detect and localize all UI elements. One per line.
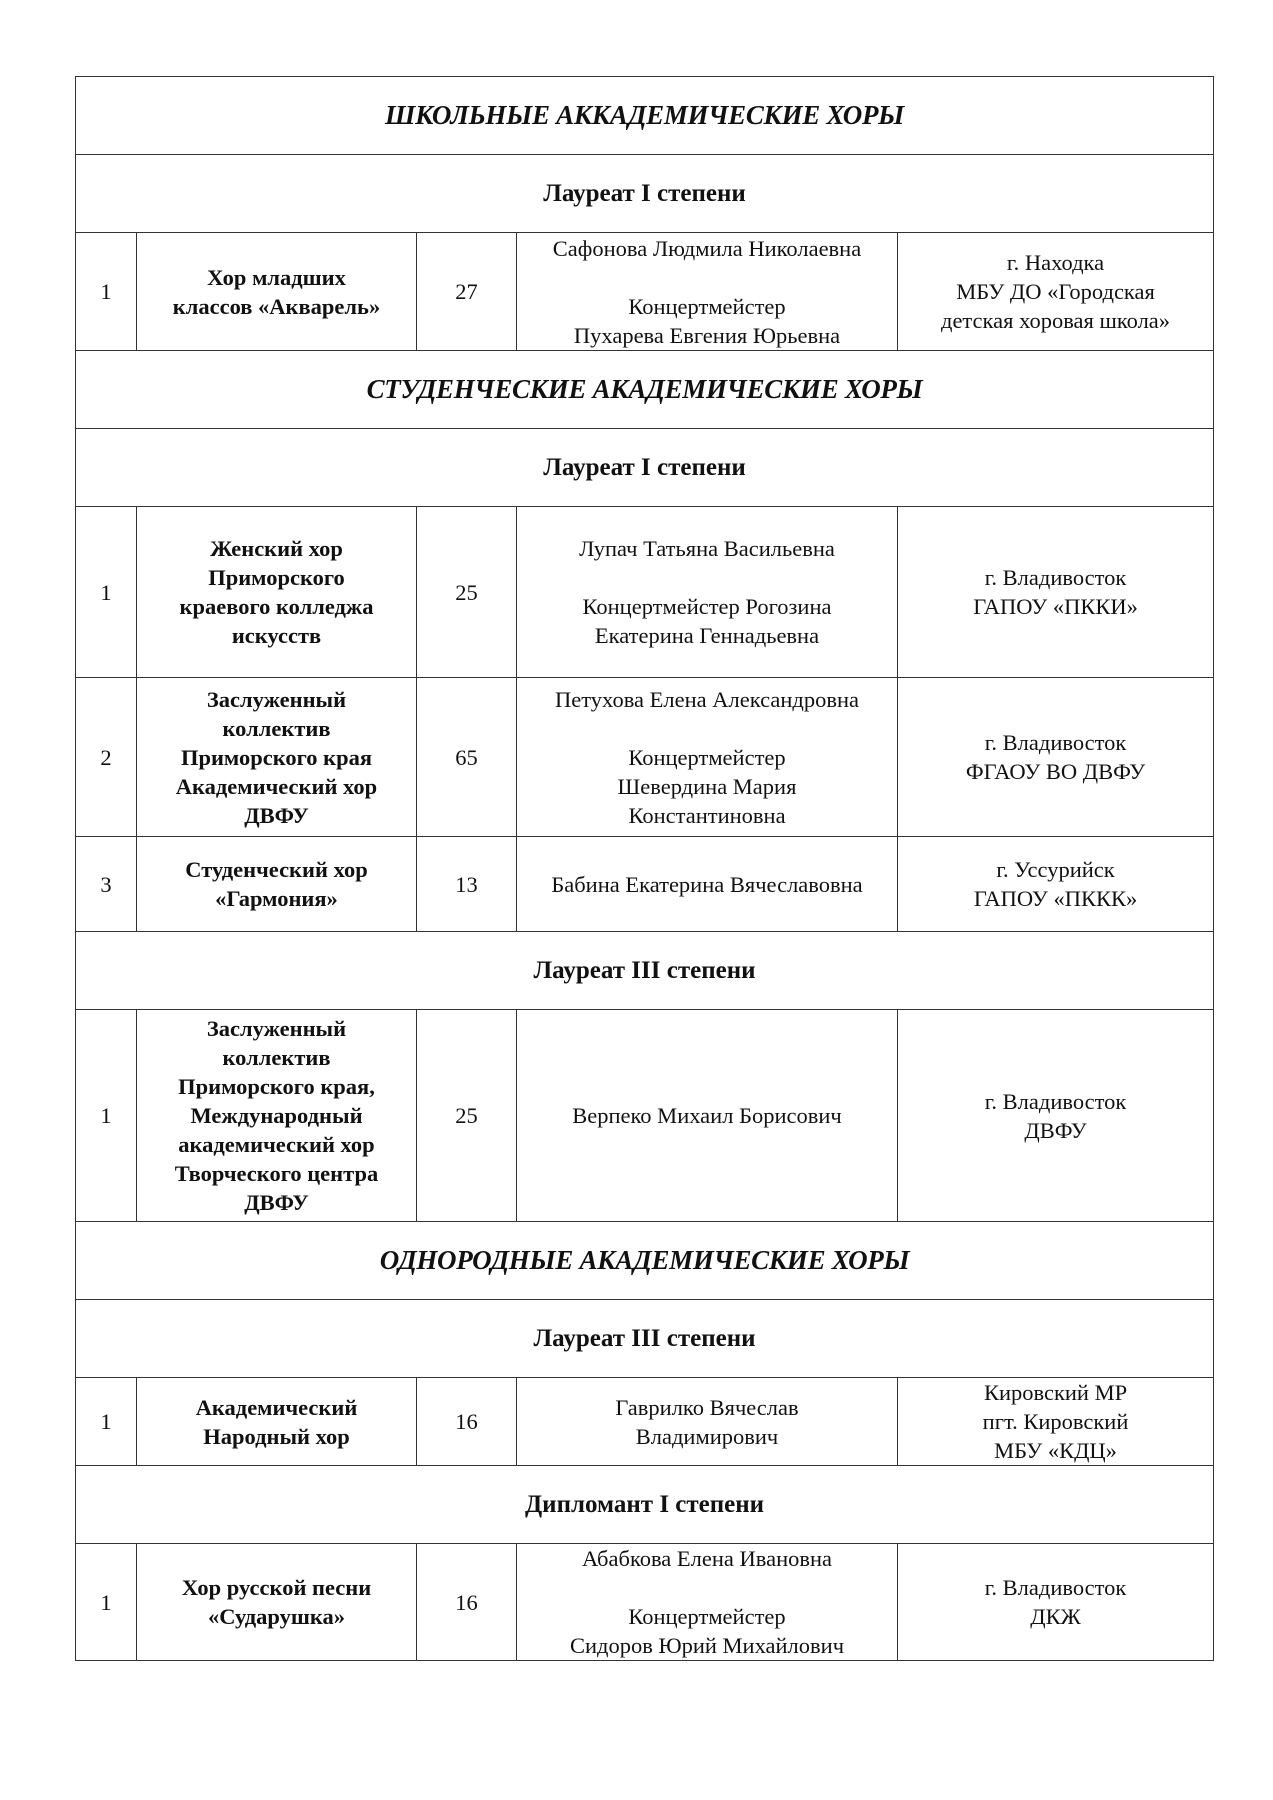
leader-name: Петухова Елена Александровна [555,686,859,712]
leader-name: Бабина Екатерина Вячеславовна [517,837,898,932]
location-cell: г. Владивосток ГАПОУ «ПККИ» [898,507,1214,678]
accompanist-name: Константиновна [628,802,786,828]
entry-number: 1 [76,1544,137,1661]
table-row [76,1010,1214,1222]
choir-name: Студенческий хор «Гармония» [137,837,417,932]
award-row [76,1300,1214,1378]
leader-cell [517,1544,898,1661]
table-row [76,507,1214,678]
accompanist-name: Пухарева Евгения Юрьевна [573,322,841,348]
choir-name: Женский хор Приморского краевого колледжа искусств [137,507,417,678]
leader-cell [517,1378,898,1466]
participant-count: 13 [417,837,517,932]
participant-count: 16 [417,1378,517,1466]
entry-number: 1 [76,233,137,351]
choir-name: Заслуженный коллектив Приморского края Академический хор ДВФУ [137,678,417,837]
leader-cell [517,678,898,837]
award-title: Лауреат III степени [76,932,1214,1010]
choir-name: Заслуженный коллектив Приморского края, Международный академический хор Творческого центра ДВФУ [137,1010,417,1222]
category-row [76,77,1214,155]
award-title: Лауреат III степени [76,1300,1214,1378]
leader-cell [517,233,898,351]
category-title: ОДНОРОДНЫЕ АКАДЕМИЧЕСКИЕ ХОРЫ [76,1222,1214,1300]
participant-count: 16 [417,1544,517,1661]
leader-name: Владимирович [635,1423,779,1449]
choir-name: Хор младших классов «Акварель» [137,233,417,351]
location-cell: Кировский МР пгт. Кировский МБУ «КДЦ» [898,1378,1214,1466]
leader-name: Верпеко Михаил Борисович [517,1010,898,1222]
accompanist-name: Екатерина Геннадьевна [594,623,820,648]
category-row [76,351,1214,429]
leader-name: Сафонова Людмила Николаевна [552,235,862,261]
award-row [76,429,1214,507]
accompanist-name: Концертмейстер Рогозина [582,594,832,619]
entry-number: 3 [76,837,137,932]
location-cell: г. Владивосток ДКЖ [898,1544,1214,1661]
award-row [76,932,1214,1010]
location-cell: г. Владивосток ФГАОУ ВО ДВФУ [898,678,1214,837]
entry-number: 1 [76,507,137,678]
table-row [76,837,1214,932]
accompanist-label: Концертмейстер [628,744,786,770]
entry-number: 1 [76,1378,137,1466]
accompanist-label: Концертмейстер [628,1604,786,1629]
entry-number: 2 [76,678,137,837]
award-title: Лауреат I степени [76,155,1214,233]
table-row [76,1378,1214,1466]
leader-name: Абабкова Елена Ивановна [581,1546,833,1571]
location-cell: г. Уссурийск ГАПОУ «ПККК» [898,837,1214,932]
choir-name: Академический Народный хор [137,1378,417,1466]
leader-name: Гаврилко Вячеслав [615,1394,799,1420]
participant-count: 65 [417,678,517,837]
category-row [76,1222,1214,1300]
participant-count: 25 [417,1010,517,1222]
accompanist-label: Концертмейстер [628,293,786,319]
award-title: Лауреат I степени [76,429,1214,507]
location-cell: г. Находка МБУ ДО «Городская детская хоровая школа» [898,233,1214,351]
participant-count: 27 [417,233,517,351]
table-row [76,233,1214,351]
table-row [76,678,1214,837]
accompanist-name: Шевердина Мария [617,773,797,799]
location-cell: г. Владивосток ДВФУ [898,1010,1214,1222]
award-row [76,1466,1214,1544]
award-row [76,155,1214,233]
category-title: СТУДЕНЧЕСКИЕ АКАДЕМИЧЕСКИЕ ХОРЫ [76,351,1214,429]
category-title: ШКОЛЬНЫЕ АККАДЕМИЧЕСКИЕ ХОРЫ [76,77,1214,155]
leader-name: Лупач Татьяна Васильевна [579,536,835,561]
choir-name: Хор русской песни «Сударушка» [137,1544,417,1661]
accompanist-name: Сидоров Юрий Михайлович [569,1633,845,1658]
entry-number: 1 [76,1010,137,1222]
table-row [76,1544,1214,1661]
results-table [75,76,1214,1661]
leader-cell [517,507,898,678]
award-title: Дипломант I степени [76,1466,1214,1544]
participant-count: 25 [417,507,517,678]
